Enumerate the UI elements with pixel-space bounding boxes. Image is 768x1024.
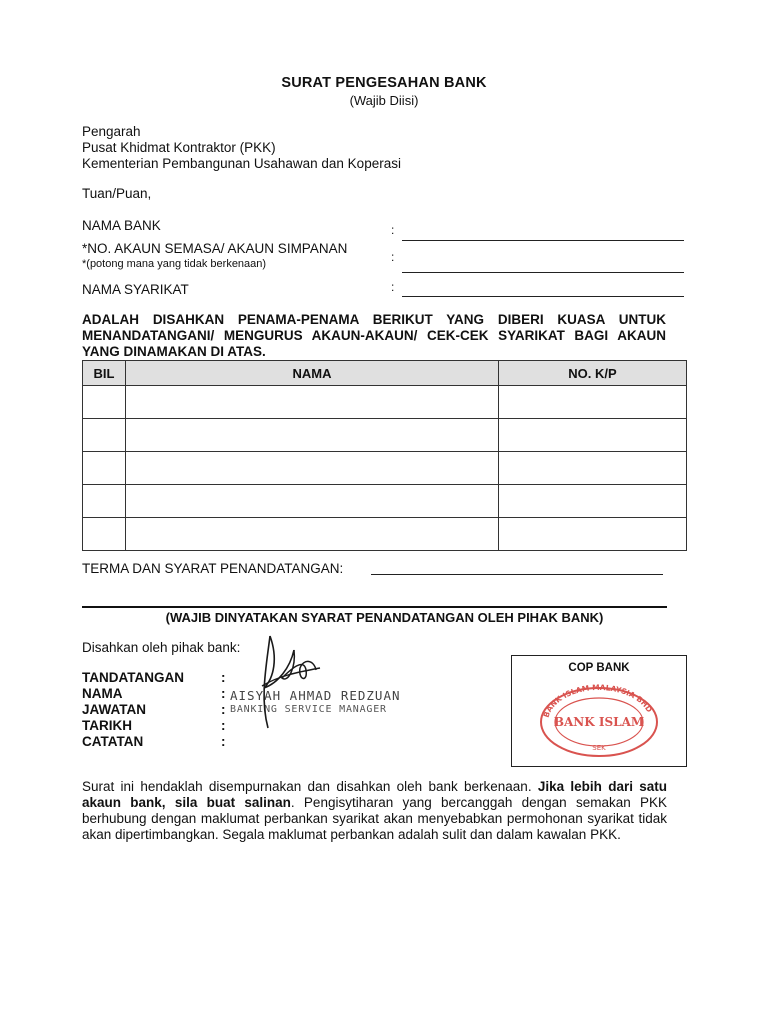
tarikh-label: TARIKH bbox=[82, 718, 132, 733]
stamp-outer-text: BANK ISLAM MALAYSIA BHD bbox=[541, 682, 655, 719]
wajib-note: (WAJIB DINYATAKAN SYARAT PENANDATANGAN OLEH PIHAK BANK) bbox=[165, 610, 604, 625]
cell-bil[interactable] bbox=[83, 485, 126, 518]
separator-line bbox=[82, 606, 667, 608]
disahkan-label: Disahkan oleh pihak bank: bbox=[82, 640, 241, 655]
cell-no-kp[interactable] bbox=[499, 419, 687, 452]
cell-no-kp[interactable] bbox=[499, 452, 687, 485]
cop-bank-box bbox=[511, 655, 687, 767]
sig-colon: : bbox=[221, 702, 226, 717]
sig-colon: : bbox=[221, 734, 226, 749]
signatories-table bbox=[82, 360, 687, 551]
no-akaun-field[interactable] bbox=[402, 272, 684, 273]
cell-no-kp[interactable] bbox=[499, 518, 687, 551]
header-no-kp: NO. K/P bbox=[499, 361, 687, 386]
document-subtitle: (Wajib Diisi) bbox=[349, 93, 419, 108]
nama-syarikat-colon: : bbox=[391, 280, 395, 294]
terma-label: TERMA DAN SYARAT PENANDATANGAN: bbox=[82, 561, 344, 576]
address-line: Kementerian Pembangunan Usahawan dan Koperasi bbox=[82, 156, 401, 171]
cell-nama[interactable] bbox=[126, 419, 499, 452]
header-bil: BIL bbox=[83, 361, 126, 386]
nama-bank-field[interactable] bbox=[402, 240, 684, 241]
salutation: Tuan/Puan, bbox=[82, 186, 152, 201]
nama-bank-colon: : bbox=[391, 223, 395, 237]
header-nama: NAMA bbox=[126, 361, 499, 386]
cell-no-kp[interactable] bbox=[499, 386, 687, 419]
table-row bbox=[83, 518, 687, 551]
document-title: SURAT PENGESAHAN BANK bbox=[281, 75, 487, 91]
table-header-row bbox=[83, 361, 687, 386]
cell-nama[interactable] bbox=[126, 485, 499, 518]
address-line: Pengarah bbox=[82, 124, 141, 139]
sig-colon: : bbox=[221, 718, 226, 733]
no-akaun-label: *NO. AKAUN SEMASA/ AKAUN SIMPANAN bbox=[82, 241, 348, 256]
table-row bbox=[83, 485, 687, 518]
cell-bil[interactable] bbox=[83, 386, 126, 419]
nama-syarikat-field[interactable] bbox=[402, 296, 684, 297]
cell-no-kp[interactable] bbox=[499, 485, 687, 518]
note-star: * bbox=[82, 258, 87, 270]
note-text: (potong mana yang tidak berkenaan) bbox=[86, 258, 267, 270]
bank-stamp bbox=[534, 680, 664, 760]
terma-field[interactable] bbox=[371, 574, 663, 575]
no-akaun-note bbox=[82, 258, 266, 270]
stamp-title: BANKING SERVICE MANAGER bbox=[230, 704, 387, 715]
no-akaun-colon: : bbox=[391, 250, 395, 264]
cell-nama[interactable] bbox=[126, 518, 499, 551]
table-row bbox=[83, 452, 687, 485]
stamp-inner-text: BANK ISLAM bbox=[553, 715, 645, 729]
catatan-label: CATATAN bbox=[82, 734, 144, 749]
address-line: Pusat Khidmat Kontraktor (PKK) bbox=[82, 140, 276, 155]
sig-colon: : bbox=[221, 686, 226, 701]
stamp-bottom-text: SEK bbox=[592, 744, 606, 752]
declaration-text: ADALAH DISAHKAN PENAMA-PENAMA BERIKUT YANG DIBERI KUASA UNTUK MENANDATANGANI/ MENGURUS AKAUN-AKAUN/ CEK-CEK SYARIKAT BAGI AKAUN YANG DINAMAKAN DI ATAS. bbox=[82, 312, 666, 359]
closing-part2: . Pengisytiharan yang bercanggah dengan semakan PKK berhubung dengan maklumat perbankan syarikat akan menyebabkan permohonan syarikat tidak akan dipertimbangkan. Segala maklumat perbankan adalah sulit dan dalam kawalan PKK. bbox=[82, 795, 668, 842]
cell-bil[interactable] bbox=[83, 419, 126, 452]
closing-paragraph bbox=[82, 779, 667, 843]
cell-nama[interactable] bbox=[126, 386, 499, 419]
tandatangan-label: TANDATANGAN bbox=[82, 670, 184, 685]
table-row bbox=[83, 419, 687, 452]
table-row bbox=[83, 386, 687, 419]
nama-bank-label: NAMA BANK bbox=[82, 218, 161, 233]
cop-bank-label: COP BANK bbox=[568, 662, 630, 674]
cell-nama[interactable] bbox=[126, 452, 499, 485]
closing-bold: Jika lebih dari satu akaun bank, sila buat salinan bbox=[82, 779, 668, 810]
nama-label: NAMA bbox=[82, 686, 123, 701]
recipient-address bbox=[82, 124, 401, 172]
jawatan-label: JAWATAN bbox=[82, 702, 146, 717]
handwritten-signature bbox=[248, 628, 328, 738]
nama-syarikat-label: NAMA SYARIKAT bbox=[82, 282, 189, 297]
cell-bil[interactable] bbox=[83, 452, 126, 485]
sig-colon: : bbox=[221, 670, 226, 685]
stamp-name: AISYAH AHMAD REDZUAN bbox=[230, 688, 401, 703]
closing-part1: Surat ini hendaklah disempurnakan dan disahkan oleh bank berkenaan. bbox=[82, 779, 538, 794]
cell-bil[interactable] bbox=[83, 518, 126, 551]
